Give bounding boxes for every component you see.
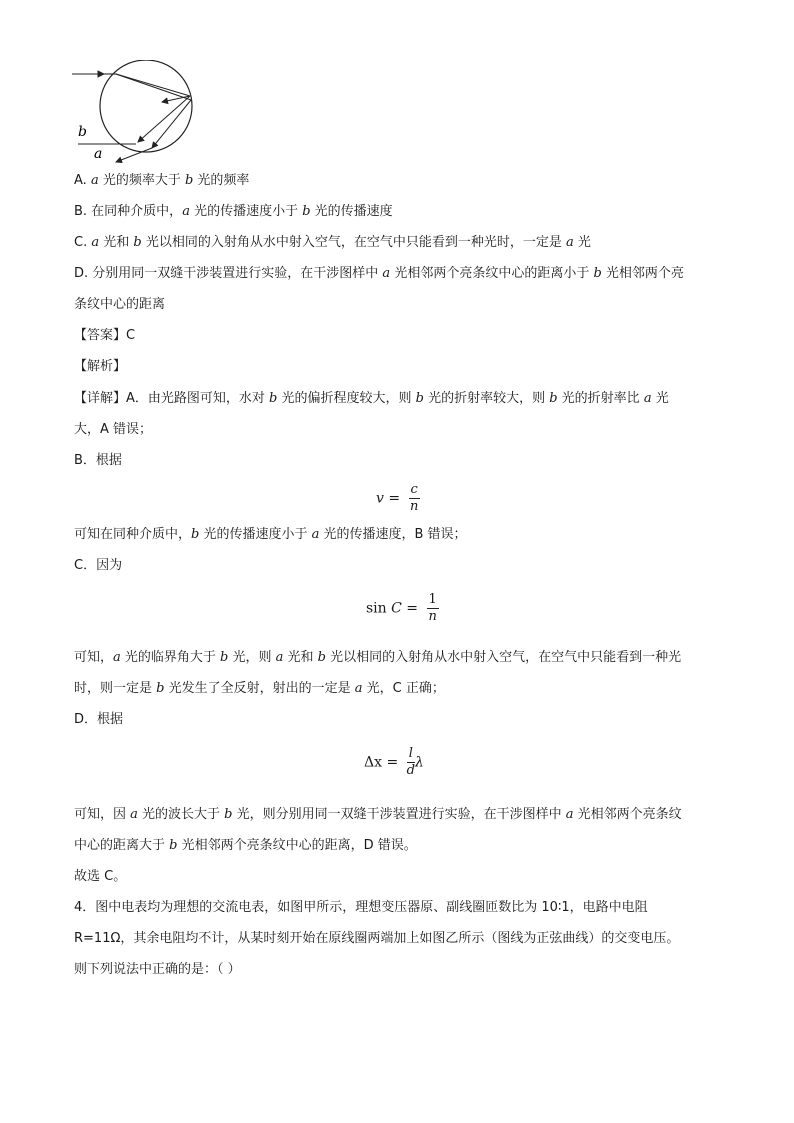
answer-line (74, 327, 135, 345)
light-path-diagram (66, 60, 200, 164)
detail-line-2: 大，A 错误； (74, 422, 153, 437)
q4-line-3: 则下列说法中正确的是：（ ） (74, 962, 241, 977)
option-b: B. 在同种介质中，a 光的传播速度小于 b 光的传播速度 (74, 204, 393, 219)
detail-line-6: 可知，a 光的临界角大于 b 光，则 a 光和 b 光以相同的入射角从水中射入空气，在空气中只能看到一种光 (74, 650, 682, 665)
detail-line-5: C．因为 (74, 558, 123, 573)
detail-line-3: B．根据 (74, 453, 122, 468)
detail-line-11: 故选 C。 (74, 869, 127, 884)
light-path-figure (66, 60, 200, 164)
option-d-line1: D. 分别用同一双缝干涉装置进行实验，在干涉图样中 a 光相邻两个亮条纹中心的距离小于 b 光相邻两个亮 (74, 266, 684, 281)
detail-line-7: 时，则一定是 b 光发生了全反射，射出的一定是 a 光，C 正确； (74, 681, 445, 696)
option-a: A. a 光的频率大于 b 光的频率 (74, 173, 250, 188)
label-b: b (78, 124, 87, 140)
option-d-line2: 条纹中心的距离 (74, 297, 166, 312)
formula-sinc: sin C = $\frac{1}{n}$ (366, 592, 437, 624)
formula-delta-x: Δx = $\frac{l}{d}$ λ (364, 746, 424, 778)
detail-line-10: 中心的距离大于 b 光相邻两个亮条纹中心的距离，D 错误。 (74, 838, 417, 853)
q4-line-2: R=11Ω，其余电阻均不计，从某时刻开始在原线圈两端加上如图乙所示（图线为正弦曲线）的交变电压。 (74, 931, 680, 946)
formula-v-c-n: v = $\frac{c}{n}$ (376, 482, 419, 514)
detail-line-8: D．根据 (74, 712, 124, 727)
ray-b-inside (116, 74, 190, 96)
answer-tag: 【答案】 (74, 328, 127, 343)
analysis-tag: 【解析】 (74, 359, 127, 374)
answer-value: C (126, 328, 136, 343)
ray-a-inside (116, 74, 191, 100)
detail-line-4: 可知在同种介质中，b 光的传播速度小于 a 光的传播速度，B 错误； (74, 527, 467, 542)
detail-line-1: 【详解】A．由光路图可知，水对 b 光的偏折程度较大，则 b 光的折射率较大，则 b 光的折射率比 a 光 (74, 391, 669, 406)
option-c: C. a 光和 b 光以相同的入射角从水中射入空气，在空气中只能看到一种光时，一定是 a 光 (74, 235, 591, 250)
detail-line-9: 可知，因 a 光的波长大于 b 光，则分别用同一双缝干涉装置进行实验，在干涉图样中 a 光相邻两个亮条纹 (74, 807, 682, 822)
label-a: a (94, 146, 103, 162)
q4-line-1: 4．图中电表均为理想的交流电表，如图甲所示，理想变压器原、副线圈匝数比为 10∶1，电路中电阻 (74, 900, 648, 915)
